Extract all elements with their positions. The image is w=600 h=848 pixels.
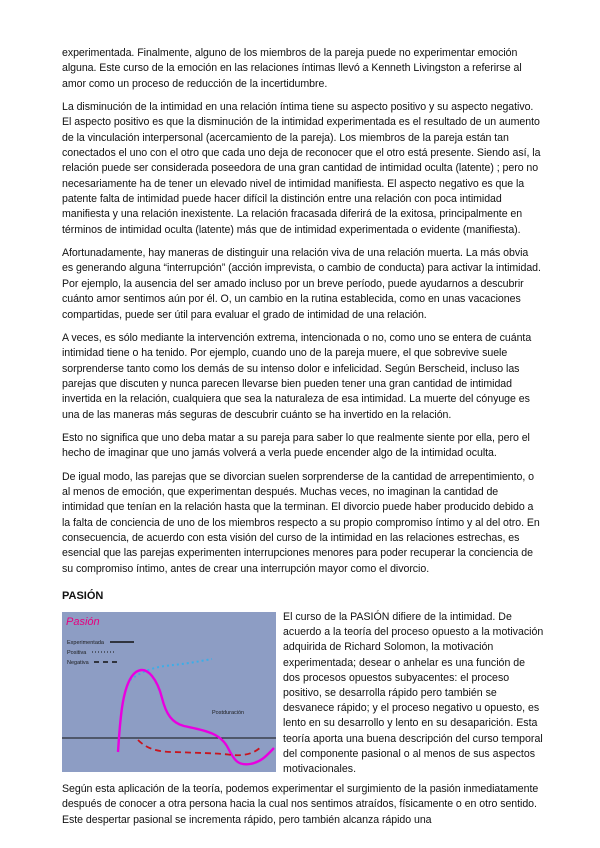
paragraph-divorcio: De igual modo, las parejas que se divorcian suelen sorprenderse de la cantidad de arrepentimiento, o al menos de emoción, que experimentan después. Muchas veces, no imaginan la cantidad de intimidad que tenían en la relación hasta que la terminan. El divorcio puede haber producido debido a la falta de conciencia de uno de los miembros respecto a su propio compromiso íntimo y al del otro. En consecuencia, de acuerdo con esta visión del curso de la intimidad en las relaciones estrechas, es esencial que las parejas experimenten interrupciones menores para poder recuperar la conciencia de su compromiso íntimo, antes de crear una interrupción mayor como el divorcio. xyxy=(62,470,540,575)
legend-label-experimentada: Experimentada xyxy=(67,640,104,646)
paragraph-disminucion: La disminución de la intimidad en una relación íntima tiene su aspecto positivo y su aspecto negativo. El aspecto positivo es que la disminución de la intimidad experimentada es el resultado de un aumento de la vinculación interpersonal (acercamiento de la pareja). Los miembros de la pareja están tan conectados el uno con el otro que cada uno deja de reconocer que el otro está presente. Siendo así, la relación puede ser considerada poseedora de una gran cantidad de intimidad oculta (latente) ; pero no necesariamente ha de tener un elevado nivel de intimidad manifiesta. El aspecto negativo es que la patente falta de intimidad puede hacer difícil la distinción entre una relación con poca intimidad manifiesta y una relación inexistente. La relación fracasada diferirá de la exitosa, principalmente en términos de intimidad oculta (latente) más que de intimidad experimentada o evidente (manifiesta). xyxy=(62,101,541,236)
legend-label-positiva: Positiva xyxy=(67,650,87,656)
paragraph-esto-no: Esto no significa que uno deba matar a su pareja para saber lo que realmente siente por ella, pero el hecho de imaginar que uno jamás volverá a verla puede encender algo de la intimidad oculta. xyxy=(62,431,530,460)
chart-label-postduracion: Postduración xyxy=(212,710,245,716)
paragraph-intro: experimentada. Finalmente, alguno de los miembros de la pareja puede no experimentar emoción alguna. Este curso de la emoción en las relaciones íntimas llevó a Kenneth Livingston a referirse al amor como un proceso de reducción de la incertidumbre. xyxy=(62,47,522,90)
pasion-chart xyxy=(62,612,276,772)
paragraph-afortunadamente: Afortunadamente, hay maneras de distinguir una relación viva de una relación muerta. La más obvia es generando alguna “interrupción” (acción imprevista, o cambio de conducta) para activar la intimidad. Por ejemplo, la ausencia del ser amado incluso por un breve período, puede ayudarnos a descubrir cuánto amor sentimos aún por él. O, un cambio en la rutina establecida, como en unas vacaciones compartidas, puede ser útil para evaluar el grado de intimidad de una relación. xyxy=(62,247,541,321)
paragraph-segun: Según esta aplicación de la teoría, podemos experimentar el surgimiento de la pasión inmediatamente después de conocer a otra persona hacia la cual nos sentimos atraídos, físicamente o en otro sentido. Este despertar pasional se incrementa rápido, pero también alcanza rápido una xyxy=(62,783,539,826)
document-page xyxy=(62,46,542,836)
paragraph-a-veces: A veces, es sólo mediante la intervención extrema, intencionada o no, como uno se entera de cuánta intimidad tiene o ha tenido. Por ejemplo, cuando uno de la pareja muere, el que sobrevive suele sorprenderse tanto como los demás de su intenso dolor e infelicidad. Según Berscheid, incluso las parejas que discuten y nunca parecen llevarse bien pueden tener una gran cantidad de intimidad invertida en la relación, cualquiera que sea la naturaleza de esa intimidad. La muerte del cónyuge es una de las maneras más seguras de descubrir cuánto se ha invertido en la relación. xyxy=(62,331,532,421)
legend-label-negativa: Negativa xyxy=(67,660,89,666)
chart-title: Pasión xyxy=(66,616,100,628)
figure-row xyxy=(62,610,542,778)
paragraph-pasion-side: El curso de la PASIÓN difiere de la intimidad. De acuerdo a la teoría del proceso opuesto a la motivación adquirida de Richard Solomon, la motivación experimentada; desear o anhelar es una función de dos procesos opuestos subyacentes: el proceso positivo, se desarrolla rápido pero también se desvanece rápido; y el proceso negativo u opuesto, es lento en su desarrollo y lento en su desaparición. Esta teoría aporta una buena descripción del curso temporal del componente pasional o al menos de sus aspectos motivacionales. xyxy=(283,611,544,776)
chart-background xyxy=(62,612,276,772)
section-heading-pasion: PASIÓN xyxy=(62,590,104,602)
